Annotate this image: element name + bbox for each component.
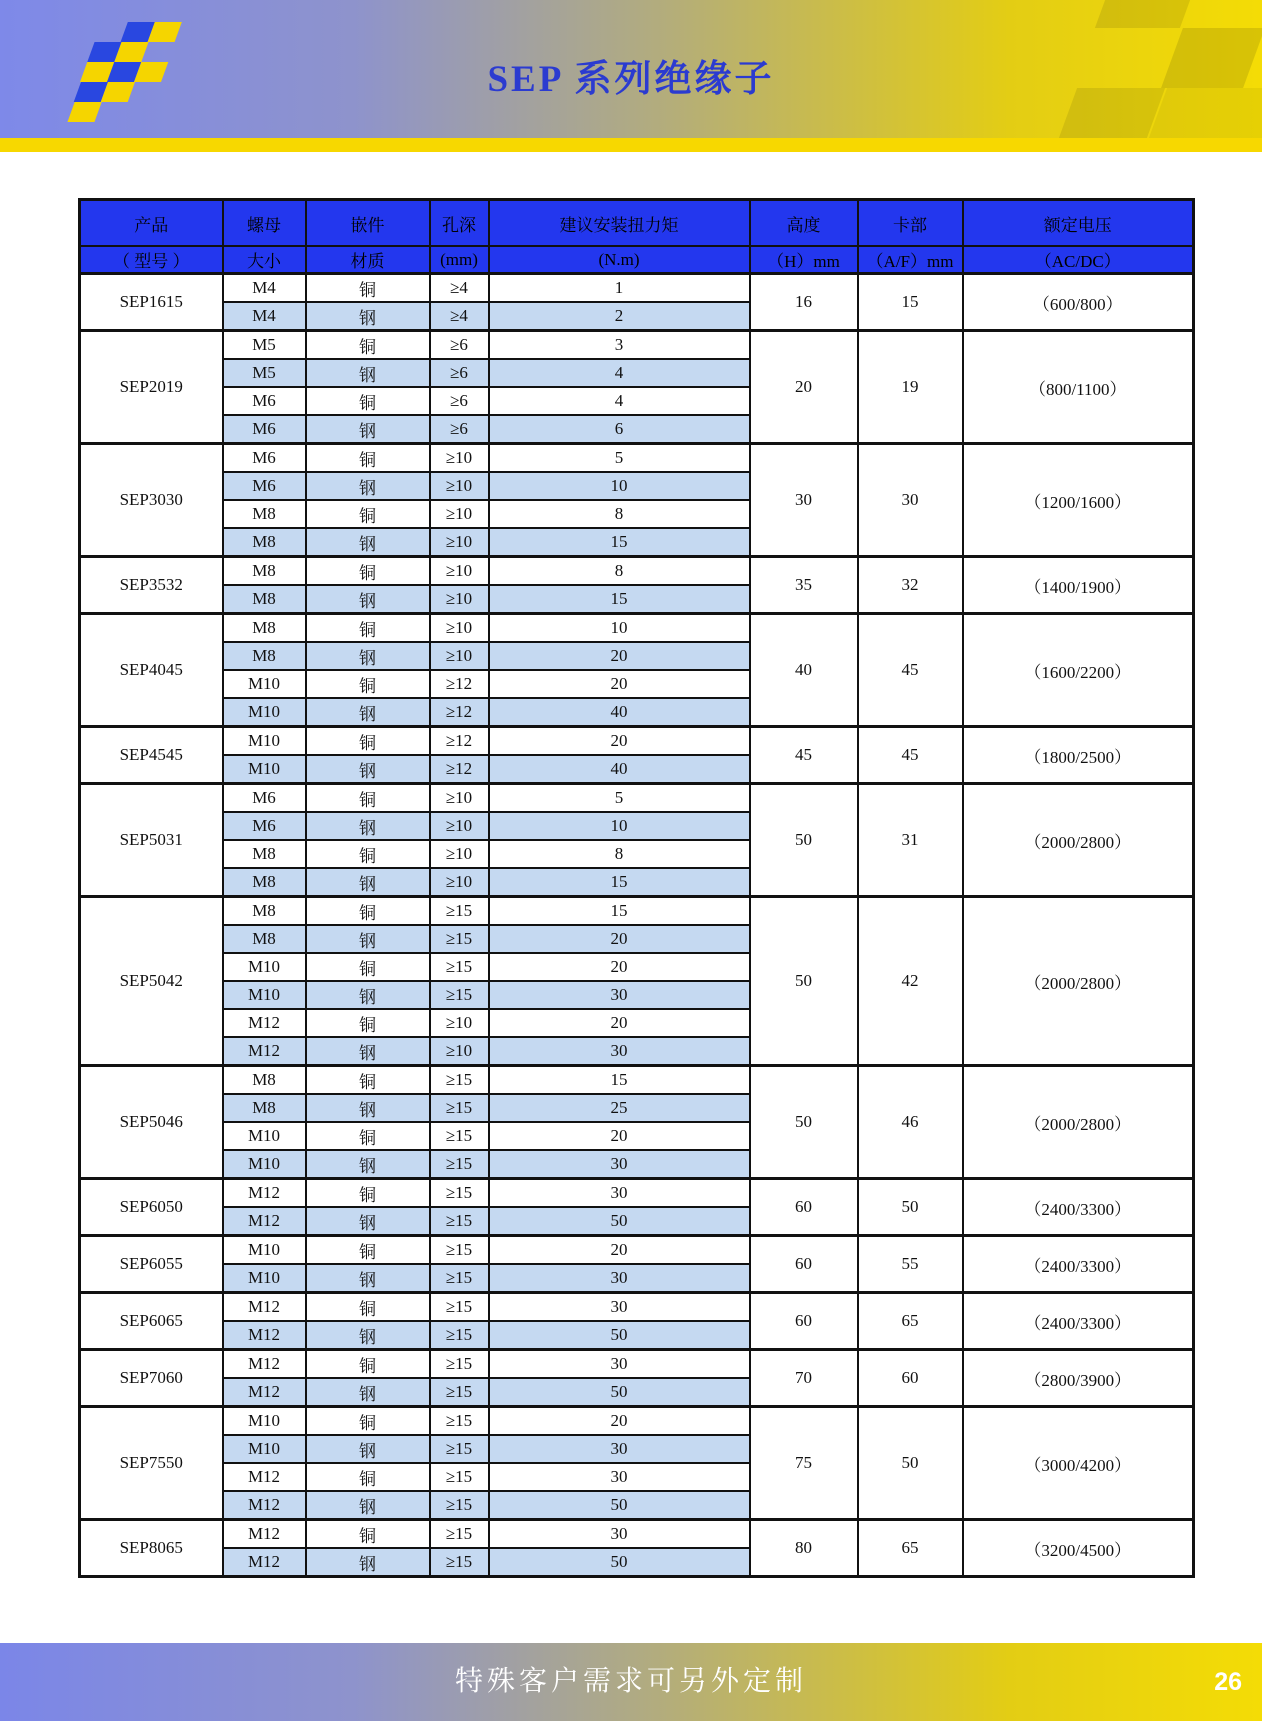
nut-size-cell: M10	[223, 1122, 306, 1150]
height-cell: 60	[750, 1179, 858, 1236]
nut-size-cell: M10	[223, 1236, 306, 1265]
page-title: SEP 系列绝缘子	[487, 59, 775, 100]
insert-material-cell: 铜	[306, 784, 430, 813]
torque-cell: 25	[489, 1094, 750, 1122]
header-row	[80, 200, 1194, 247]
product-model-cell: SEP7550	[80, 1407, 223, 1520]
header-cell: 大小	[223, 246, 306, 274]
hole-depth-cell: ≥10	[430, 528, 489, 557]
product-model-cell: SEP4545	[80, 727, 223, 784]
table-row	[80, 784, 1194, 813]
torque-cell: 10	[489, 472, 750, 500]
hole-depth-cell: ≥10	[430, 444, 489, 473]
hole-depth-cell: ≥15	[430, 953, 489, 981]
clamp-cell: 30	[858, 444, 963, 557]
torque-cell: 10	[489, 812, 750, 840]
spec-table	[78, 198, 1195, 1578]
nut-size-cell: M5	[223, 359, 306, 387]
insert-material-cell: 铜	[306, 727, 430, 756]
insert-material-cell: 钢	[306, 698, 430, 727]
height-cell: 70	[750, 1350, 858, 1407]
insert-material-cell: 钢	[306, 642, 430, 670]
header-cell: （H）mm	[750, 246, 858, 274]
hole-depth-cell: ≥15	[430, 1491, 489, 1520]
hole-depth-cell: ≥10	[430, 557, 489, 586]
torque-cell: 20	[489, 925, 750, 953]
height-cell: 16	[750, 274, 858, 331]
hole-depth-cell: ≥10	[430, 614, 489, 643]
insert-material-cell: 钢	[306, 528, 430, 557]
hole-depth-cell: ≥10	[430, 1037, 489, 1066]
clamp-cell: 19	[858, 331, 963, 444]
nut-size-cell: M6	[223, 472, 306, 500]
height-cell: 50	[750, 784, 858, 897]
torque-cell: 3	[489, 331, 750, 360]
height-cell: 35	[750, 557, 858, 614]
hole-depth-cell: ≥10	[430, 500, 489, 528]
product-model-cell: SEP1615	[80, 274, 223, 331]
hole-depth-cell: ≥6	[430, 387, 489, 415]
nut-size-cell: M8	[223, 897, 306, 926]
insert-material-cell: 钢	[306, 1150, 430, 1179]
nut-size-cell: M8	[223, 614, 306, 643]
hole-depth-cell: ≥10	[430, 1009, 489, 1037]
nut-size-cell: M10	[223, 953, 306, 981]
clamp-cell: 55	[858, 1236, 963, 1293]
insert-material-cell: 钢	[306, 1207, 430, 1236]
hole-depth-cell: ≥10	[430, 840, 489, 868]
clamp-cell: 32	[858, 557, 963, 614]
clamp-cell: 50	[858, 1179, 963, 1236]
insert-material-cell: 钢	[306, 1321, 430, 1350]
insert-material-cell: 铜	[306, 274, 430, 303]
nut-size-cell: M10	[223, 670, 306, 698]
product-model-cell: SEP6055	[80, 1236, 223, 1293]
voltage-cell: （1800/2500）	[963, 727, 1194, 784]
insert-material-cell: 铜	[306, 1520, 430, 1549]
torque-cell: 50	[489, 1491, 750, 1520]
table-row	[80, 1236, 1194, 1265]
header-cell: (N.m)	[489, 246, 750, 274]
nut-size-cell: M12	[223, 1293, 306, 1322]
table-row	[80, 444, 1194, 473]
insert-material-cell: 铜	[306, 1066, 430, 1095]
nut-size-cell: M12	[223, 1378, 306, 1407]
insert-material-cell: 铜	[306, 1009, 430, 1037]
voltage-cell: （2400/3300）	[963, 1293, 1194, 1350]
voltage-cell: （1400/1900）	[963, 557, 1194, 614]
insert-material-cell: 铜	[306, 387, 430, 415]
insert-material-cell: 铜	[306, 1122, 430, 1150]
hole-depth-cell: ≥10	[430, 868, 489, 897]
hole-depth-cell: ≥12	[430, 755, 489, 784]
nut-size-cell: M8	[223, 925, 306, 953]
voltage-cell: （2000/2800）	[963, 897, 1194, 1066]
torque-cell: 4	[489, 359, 750, 387]
voltage-cell: （3000/4200）	[963, 1407, 1194, 1520]
hole-depth-cell: ≥6	[430, 331, 489, 360]
nut-size-cell: M12	[223, 1321, 306, 1350]
torque-cell: 5	[489, 784, 750, 813]
voltage-cell: （600/800）	[963, 274, 1194, 331]
height-cell: 50	[750, 897, 858, 1066]
torque-cell: 30	[489, 1264, 750, 1293]
torque-cell: 20	[489, 727, 750, 756]
hole-depth-cell: ≥15	[430, 1463, 489, 1491]
nut-size-cell: M12	[223, 1548, 306, 1577]
insert-material-cell: 铜	[306, 444, 430, 473]
insert-material-cell: 钢	[306, 1037, 430, 1066]
height-cell: 30	[750, 444, 858, 557]
torque-cell: 30	[489, 1435, 750, 1463]
torque-cell: 8	[489, 840, 750, 868]
insert-material-cell: 钢	[306, 925, 430, 953]
hole-depth-cell: ≥6	[430, 359, 489, 387]
torque-cell: 50	[489, 1548, 750, 1577]
voltage-cell: （2000/2800）	[963, 1066, 1194, 1179]
footer-note: 特殊客户需求可另外定制	[454, 1666, 807, 1697]
insert-material-cell: 铜	[306, 1463, 430, 1491]
insert-material-cell: 钢	[306, 1094, 430, 1122]
nut-size-cell: M4	[223, 274, 306, 303]
product-model-cell: SEP7060	[80, 1350, 223, 1407]
insert-material-cell: 铜	[306, 1350, 430, 1379]
insert-material-cell: 钢	[306, 1435, 430, 1463]
insert-material-cell: 铜	[306, 1407, 430, 1436]
table-row	[80, 1350, 1194, 1379]
insert-material-cell: 钢	[306, 302, 430, 331]
header-cell: （A/F）mm	[858, 246, 963, 274]
hole-depth-cell: ≥10	[430, 585, 489, 614]
insert-material-cell: 钢	[306, 359, 430, 387]
insert-material-cell: 铜	[306, 1293, 430, 1322]
table-row	[80, 274, 1194, 303]
nut-size-cell: M6	[223, 415, 306, 444]
torque-cell: 50	[489, 1378, 750, 1407]
nut-size-cell: M5	[223, 331, 306, 360]
clamp-cell: 45	[858, 614, 963, 727]
nut-size-cell: M10	[223, 1435, 306, 1463]
nut-size-cell: M10	[223, 727, 306, 756]
product-model-cell: SEP3532	[80, 557, 223, 614]
hole-depth-cell: ≥15	[430, 1094, 489, 1122]
torque-cell: 15	[489, 528, 750, 557]
torque-cell: 30	[489, 981, 750, 1009]
hole-depth-cell: ≥15	[430, 1066, 489, 1095]
clamp-cell: 65	[858, 1520, 963, 1577]
voltage-cell: （3200/4500）	[963, 1520, 1194, 1577]
hole-depth-cell: ≥15	[430, 1350, 489, 1379]
height-cell: 60	[750, 1293, 858, 1350]
insert-material-cell: 钢	[306, 1491, 430, 1520]
insert-material-cell: 铜	[306, 1179, 430, 1208]
torque-cell: 8	[489, 500, 750, 528]
nut-size-cell: M8	[223, 557, 306, 586]
torque-cell: 30	[489, 1520, 750, 1549]
hole-depth-cell: ≥15	[430, 1293, 489, 1322]
height-cell: 45	[750, 727, 858, 784]
torque-cell: 20	[489, 1009, 750, 1037]
hole-depth-cell: ≥15	[430, 897, 489, 926]
insert-material-cell: 钢	[306, 415, 430, 444]
header-cell: （ 型号 ）	[80, 246, 223, 274]
torque-cell: 4	[489, 387, 750, 415]
hole-depth-cell: ≥6	[430, 415, 489, 444]
nut-size-cell: M12	[223, 1463, 306, 1491]
torque-cell: 20	[489, 642, 750, 670]
hole-depth-cell: ≥15	[430, 1548, 489, 1577]
insert-material-cell: 铜	[306, 670, 430, 698]
insert-material-cell: 铜	[306, 500, 430, 528]
nut-size-cell: M8	[223, 585, 306, 614]
nut-size-cell: M8	[223, 642, 306, 670]
clamp-cell: 45	[858, 727, 963, 784]
nut-size-cell: M10	[223, 1264, 306, 1293]
height-cell: 80	[750, 1520, 858, 1577]
insert-material-cell: 铜	[306, 331, 430, 360]
torque-cell: 20	[489, 1236, 750, 1265]
nut-size-cell: M12	[223, 1520, 306, 1549]
header-cell: 卡部	[858, 200, 963, 247]
torque-cell: 30	[489, 1350, 750, 1379]
nut-size-cell: M12	[223, 1179, 306, 1208]
insert-material-cell: 钢	[306, 1548, 430, 1577]
header-row	[80, 246, 1194, 274]
insert-material-cell: 铜	[306, 1236, 430, 1265]
hole-depth-cell: ≥12	[430, 698, 489, 727]
insert-material-cell: 铜	[306, 614, 430, 643]
product-model-cell: SEP5031	[80, 784, 223, 897]
product-model-cell: SEP5046	[80, 1066, 223, 1179]
nut-size-cell: M4	[223, 302, 306, 331]
checker-motif	[1095, 0, 1190, 28]
hole-depth-cell: ≥4	[430, 302, 489, 331]
voltage-cell: （2800/3900）	[963, 1350, 1194, 1407]
voltage-cell: （2400/3300）	[963, 1179, 1194, 1236]
voltage-cell: （1200/1600）	[963, 444, 1194, 557]
header-cell: 嵌件	[306, 200, 430, 247]
insert-material-cell: 钢	[306, 1378, 430, 1407]
table-row	[80, 727, 1194, 756]
nut-size-cell: M12	[223, 1037, 306, 1066]
torque-cell: 30	[489, 1463, 750, 1491]
clamp-cell: 46	[858, 1066, 963, 1179]
product-model-cell: SEP8065	[80, 1520, 223, 1577]
torque-cell: 30	[489, 1150, 750, 1179]
table-row	[80, 614, 1194, 643]
torque-cell: 2	[489, 302, 750, 331]
product-model-cell: SEP5042	[80, 897, 223, 1066]
header-cell: 产品	[80, 200, 223, 247]
nut-size-cell: M6	[223, 444, 306, 473]
hole-depth-cell: ≥15	[430, 1435, 489, 1463]
nut-size-cell: M6	[223, 812, 306, 840]
torque-cell: 15	[489, 585, 750, 614]
insert-material-cell: 铜	[306, 557, 430, 586]
clamp-cell: 50	[858, 1407, 963, 1520]
nut-size-cell: M10	[223, 755, 306, 784]
table-row	[80, 897, 1194, 926]
insert-material-cell: 钢	[306, 868, 430, 897]
torque-cell: 20	[489, 1407, 750, 1436]
torque-cell: 1	[489, 274, 750, 303]
voltage-cell: （2000/2800）	[963, 784, 1194, 897]
hole-depth-cell: ≥15	[430, 1407, 489, 1436]
nut-size-cell: M12	[223, 1207, 306, 1236]
torque-cell: 40	[489, 755, 750, 784]
clamp-cell: 15	[858, 274, 963, 331]
product-model-cell: SEP2019	[80, 331, 223, 444]
height-cell: 40	[750, 614, 858, 727]
hole-depth-cell: ≥10	[430, 812, 489, 840]
nut-size-cell: M8	[223, 1094, 306, 1122]
torque-cell: 15	[489, 897, 750, 926]
hole-depth-cell: ≥15	[430, 1122, 489, 1150]
clamp-cell: 31	[858, 784, 963, 897]
torque-cell: 20	[489, 953, 750, 981]
hole-depth-cell: ≥10	[430, 642, 489, 670]
insert-material-cell: 铜	[306, 840, 430, 868]
hole-depth-cell: ≥15	[430, 1236, 489, 1265]
hole-depth-cell: ≥15	[430, 1207, 489, 1236]
insert-material-cell: 钢	[306, 812, 430, 840]
product-model-cell: SEP6050	[80, 1179, 223, 1236]
nut-size-cell: M10	[223, 1407, 306, 1436]
product-model-cell: SEP4045	[80, 614, 223, 727]
header-cell: 建议安装扭力矩	[489, 200, 750, 247]
clamp-cell: 42	[858, 897, 963, 1066]
nut-size-cell: M8	[223, 528, 306, 557]
hole-depth-cell: ≥10	[430, 784, 489, 813]
header-cell: 材质	[306, 246, 430, 274]
table-row	[80, 1407, 1194, 1436]
hole-depth-cell: ≥15	[430, 1520, 489, 1549]
nut-size-cell: M10	[223, 981, 306, 1009]
hole-depth-cell: ≥12	[430, 670, 489, 698]
voltage-cell: （1600/2200）	[963, 614, 1194, 727]
hole-depth-cell: ≥4	[430, 274, 489, 303]
torque-cell: 5	[489, 444, 750, 473]
table-row	[80, 557, 1194, 586]
header-cell: 孔深	[430, 200, 489, 247]
torque-cell: 30	[489, 1179, 750, 1208]
hole-depth-cell: ≥12	[430, 727, 489, 756]
page-number: 26	[1214, 1668, 1242, 1696]
table-row	[80, 1293, 1194, 1322]
torque-cell: 15	[489, 1066, 750, 1095]
height-cell: 20	[750, 331, 858, 444]
header-cell: 高度	[750, 200, 858, 247]
insert-material-cell: 钢	[306, 585, 430, 614]
voltage-cell: （800/1100）	[963, 331, 1194, 444]
nut-size-cell: M8	[223, 868, 306, 897]
clamp-cell: 65	[858, 1293, 963, 1350]
height-cell: 50	[750, 1066, 858, 1179]
header-cell: 螺母	[223, 200, 306, 247]
nut-size-cell: M8	[223, 500, 306, 528]
nut-size-cell: M12	[223, 1350, 306, 1379]
table-row	[80, 331, 1194, 360]
header-cell: 额定电压	[963, 200, 1194, 247]
hole-depth-cell: ≥15	[430, 1378, 489, 1407]
insert-material-cell: 钢	[306, 755, 430, 784]
nut-size-cell: M6	[223, 387, 306, 415]
insert-material-cell: 铜	[306, 897, 430, 926]
hole-depth-cell: ≥15	[430, 1321, 489, 1350]
nut-size-cell: M10	[223, 698, 306, 727]
hole-depth-cell: ≥10	[430, 472, 489, 500]
table-row	[80, 1066, 1194, 1095]
hole-depth-cell: ≥15	[430, 1264, 489, 1293]
table-row	[80, 1520, 1194, 1549]
torque-cell: 6	[489, 415, 750, 444]
hole-depth-cell: ≥15	[430, 1150, 489, 1179]
voltage-cell: （2400/3300）	[963, 1236, 1194, 1293]
torque-cell: 10	[489, 614, 750, 643]
nut-size-cell: M10	[223, 1150, 306, 1179]
nut-size-cell: M8	[223, 1066, 306, 1095]
torque-cell: 20	[489, 670, 750, 698]
nut-size-cell: M12	[223, 1009, 306, 1037]
nut-size-cell: M6	[223, 784, 306, 813]
insert-material-cell: 钢	[306, 472, 430, 500]
torque-cell: 50	[489, 1207, 750, 1236]
hole-depth-cell: ≥15	[430, 925, 489, 953]
height-cell: 60	[750, 1236, 858, 1293]
header-cell: （AC/DC）	[963, 246, 1194, 274]
insert-material-cell: 铜	[306, 953, 430, 981]
torque-cell: 40	[489, 698, 750, 727]
height-cell: 75	[750, 1407, 858, 1520]
torque-cell: 8	[489, 557, 750, 586]
torque-cell: 30	[489, 1037, 750, 1066]
insert-material-cell: 钢	[306, 981, 430, 1009]
insert-material-cell: 钢	[306, 1264, 430, 1293]
hole-depth-cell: ≥15	[430, 1179, 489, 1208]
header-cell: (mm)	[430, 246, 489, 274]
torque-cell: 15	[489, 868, 750, 897]
footer-banner	[0, 1643, 1262, 1721]
product-model-cell: SEP3030	[80, 444, 223, 557]
spec-table-container	[78, 198, 1195, 1578]
header-banner	[0, 0, 1262, 138]
nut-size-cell: M12	[223, 1491, 306, 1520]
clamp-cell: 60	[858, 1350, 963, 1407]
torque-cell: 50	[489, 1321, 750, 1350]
banner-divider-strip	[0, 138, 1262, 152]
product-model-cell: SEP6065	[80, 1293, 223, 1350]
torque-cell: 20	[489, 1122, 750, 1150]
table-row	[80, 1179, 1194, 1208]
nut-size-cell: M8	[223, 840, 306, 868]
hole-depth-cell: ≥15	[430, 981, 489, 1009]
torque-cell: 30	[489, 1293, 750, 1322]
